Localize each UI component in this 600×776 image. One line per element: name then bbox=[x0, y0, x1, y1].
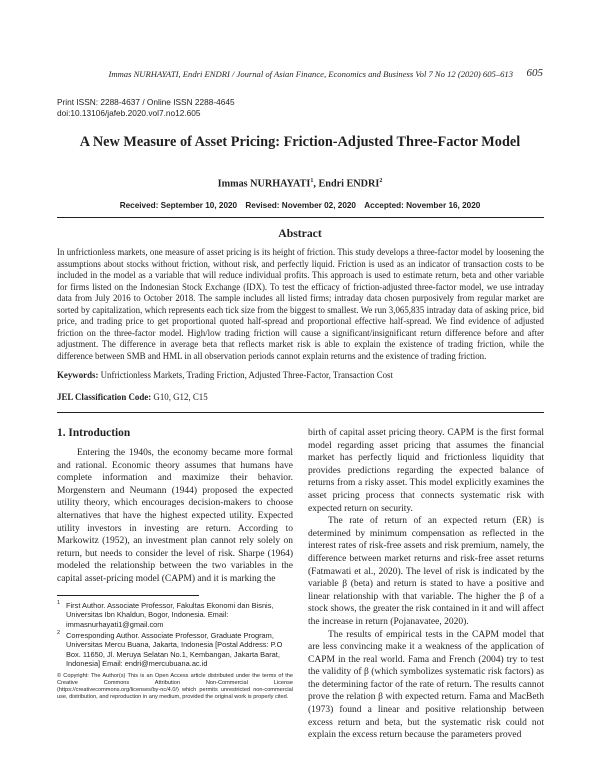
jel-codes: G10, G12, C15 bbox=[153, 392, 208, 402]
author-separator: , bbox=[313, 178, 319, 190]
issn-line: Print ISSN: 2288-4637 / Online ISSN 2288-4645 bbox=[57, 97, 235, 107]
received-date: Received: September 10, 2020 bbox=[119, 201, 238, 210]
keywords bbox=[57, 370, 544, 380]
footnote-text: Corresponding Author. Associate Professor, Graduate Program, Universitas Mercu Buana, Jakarta, Indonesia [Postal Address: P.O Box. 11650, Jl. Meruya Selatan No.1, Kembangan, Jakarta Barat, Indonesia] Email: endri@mercubuana.ac.id bbox=[66, 631, 283, 668]
section-heading: 1. Introduction bbox=[57, 427, 131, 439]
running-head bbox=[0, 69, 600, 83]
paragraph: birth of capital asset pricing theory. CAPM is the first formal model regarding asset pricing that assumes the financial market has perfectly liquid and frictionless liquidity that provides predictions regarding the expected balance of returns from a risky asset. This model explicitly examines the asset pricing process that connects systematic risk with expected return on security. bbox=[308, 428, 544, 514]
paragraph: The results of empirical tests in the CAPM model that are less convincing make it a weakness of the application of CAPM in the real world. Fama and French (2004) try to test the validity of β (which symbolizes systematic risk factors) as the determining factor of the rate of return. The results cannot prove the relation β with expected return. Fama and MacBeth (1973) found a linear and positive relationship between excess return and beta, but the systematic risk could not explain the excess return because the parameters proved bbox=[308, 629, 544, 741]
author-name: Endri ENDRI bbox=[318, 178, 380, 190]
left-column bbox=[57, 447, 293, 586]
footnote-mark: 1 bbox=[57, 600, 61, 606]
paragraph: Entering the 1940s, the economy became more formal and rational. Economic theory assumes that humans have complete information and maximize their behavior. Morgenstern and Neumann (1944) proposed the expected utility theory, which encourages decision-makers to choose alternatives that have the highest expected utility. Expected utility investors in investing are return. According to Markowitz (1952), an investment plan cannot rely solely on return, but needs to consider the level of risk. Sharpe (1964) modeled the relationship between the two variables in the capital asset-pricing model (CAPM) and it is marking the bbox=[57, 448, 293, 584]
footnote-text: First Author. Associate Professor, Fakultas Ekonomi dan Bisnis, Universitas Ibn Khaldun, Bogor, Indonesia. Email: immasnurhayati1@gmail.com bbox=[66, 601, 274, 629]
copyright-notice: © Copyright: The Author(s) This is an Open Access article distributed under the terms of the Creative Commons Attribution Non-Commercial License (https://creativecommons.org/licenses/by-nc/4.0/) which permits unrestricted non-commercial use, distribution, and reproduction in any medium, provided the original work is properly cited. bbox=[57, 673, 293, 701]
footnote-author1 bbox=[57, 601, 293, 629]
jel-classification bbox=[57, 392, 544, 402]
page-number: 605 bbox=[526, 67, 543, 79]
accepted-date: Accepted: November 16, 2020 bbox=[364, 201, 481, 210]
issn-block bbox=[57, 97, 235, 120]
author-name: Immas NURHAYATI bbox=[217, 178, 311, 190]
keywords-text: Unfrictionless Markets, Trading Friction, Adjusted Three-Factor, Transaction Cost bbox=[100, 370, 393, 380]
paragraph: The rate of return of an expected return (ER) is determined by minimum compensation as reflected in the interest rates of risk-free assets and risk premium, namely, the difference between market returns and risk-free asset returns (Fatmawati et al., 2020). The level of risk is indicated by the variable β (beta) and return is stated to have a positive and linear relationship with that variable. The higher the β of a stock shows, the greater the risk contained in it and will affect the increase in return (Pojanavatee, 2020). bbox=[308, 516, 544, 627]
author-line bbox=[0, 178, 600, 189]
footnote-author2 bbox=[57, 631, 293, 668]
running-head-citation: Immas NURHAYATI, Endri ENDRI / Journal of Asian Finance, Economics and Business Vol 7 No 12 (2020) 605–613 bbox=[108, 69, 513, 79]
doi-line[interactable]: doi:10.13106/jafeb.2020.vol7.no12.605 bbox=[57, 108, 201, 119]
jel-label: JEL Classification Code: bbox=[57, 392, 152, 402]
revised-date: Revised: November 02, 2020 bbox=[245, 201, 356, 210]
submission-dates bbox=[0, 201, 600, 210]
keywords-label: Keywords: bbox=[57, 370, 99, 380]
abstract-heading: Abstract bbox=[278, 227, 322, 240]
right-column bbox=[308, 427, 544, 742]
author-affiliation-mark: 1 bbox=[310, 178, 314, 184]
body-divider bbox=[57, 412, 544, 413]
footnote-mark: 2 bbox=[57, 630, 61, 636]
abstract-divider bbox=[57, 217, 544, 218]
paper-title: A New Measure of Asset Pricing: Friction-Adjusted Three-Factor Model bbox=[79, 134, 521, 150]
abstract-text: In unfrictionless markets, one measure of asset pricing is its height of friction. This study develops a three-factor model by loosening the assumptions about stocks without friction, without risk, and perfectly liquid. Friction is used as an indicator of transaction costs to be included in the model as a variable that will reduce individual profits. This approach is used to estimate return, beta and other variable for firms listed on the Indonesian Stock Exchange (IDX). To test the efficacy of friction-adjusted three-factor model, we use intraday data from July 2016 to October 2018. The sample includes all listed firms; intraday data chosen purposively from regular market are sorted by capitalization, which represents each tick size from the biggest to smallest. We run 3,065,835 intraday data of asking price, bid price, and trading price to get proportional quoted half-spread and proportional effective half-spread. We find evidence of adjusted friction on the three-factor model. High/low trading friction will cause a significant/insignificant return difference before and after adjustment. The difference in average beta that reflects market risk is able to explain the existence of trading friction, while the difference between SMB and HML in all observation periods cannot explain returns and the existence of trading friction. bbox=[57, 247, 544, 361]
footnote-divider bbox=[57, 595, 199, 596]
author-affiliation-mark: 2 bbox=[379, 178, 383, 184]
